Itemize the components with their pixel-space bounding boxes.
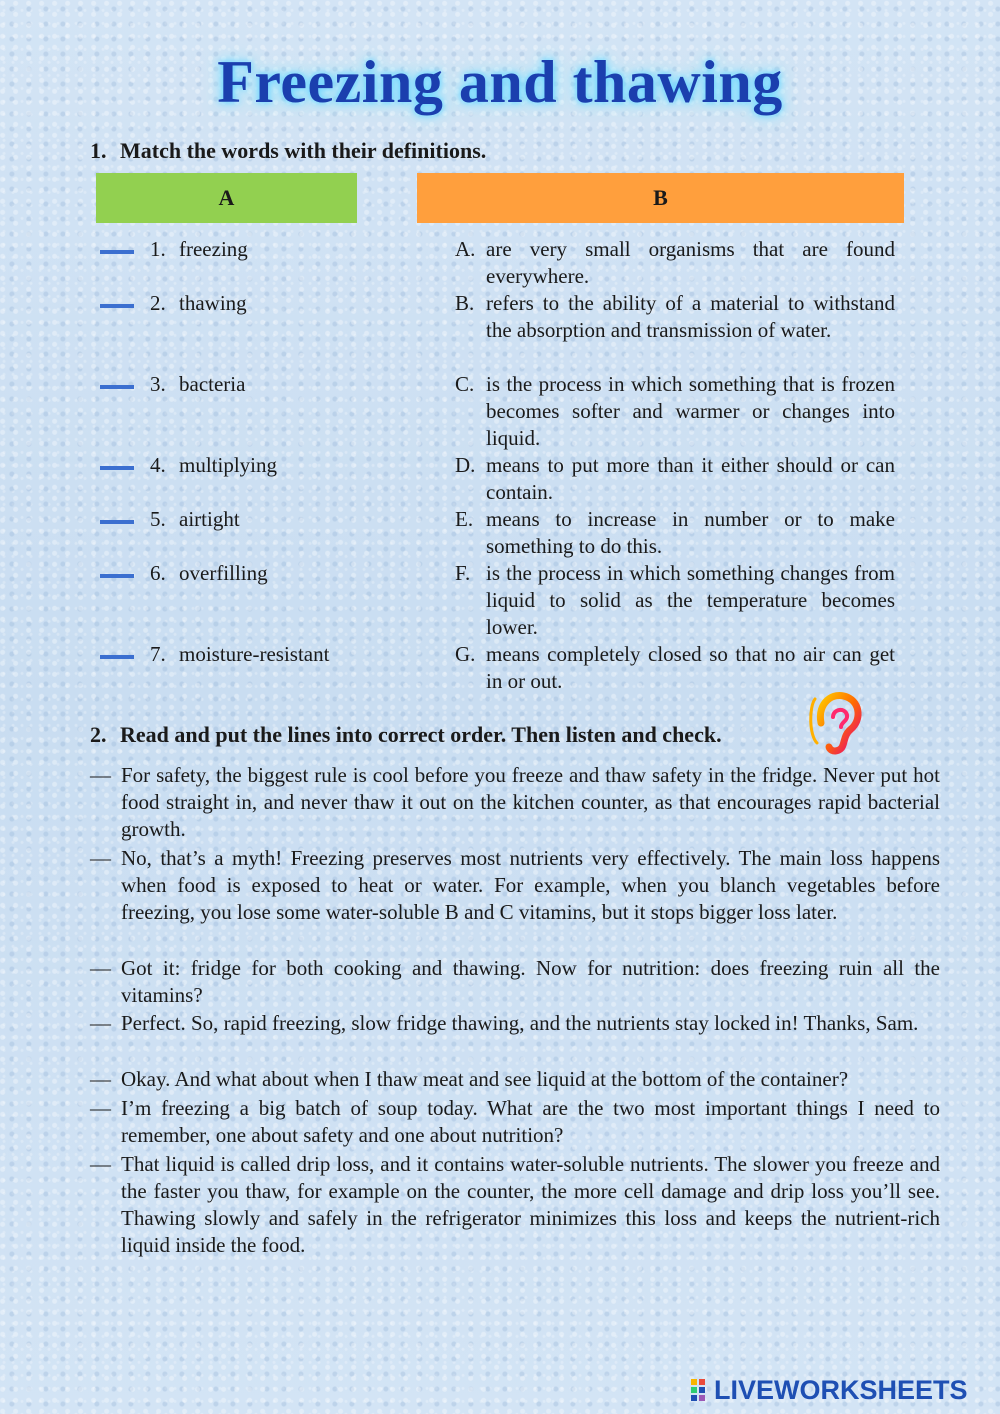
definition-text: means to put more than it either should or can contain.: [486, 453, 895, 504]
word-number: 2.: [150, 291, 166, 315]
dialogue-dash: —: [90, 1011, 111, 1035]
word-text: overfilling: [179, 561, 268, 585]
dialogue-text: No, that’s a myth! Freezing preserves most nutrients very effectively. The main loss happens when food is exposed to heat or water. For example, when you blanch vegetables before freezing, you lose some water-soluble B and C vitamins, but it stops bigger loss later.: [121, 846, 940, 924]
definition-text: means completely closed so that no air can get in or out.: [486, 642, 895, 693]
dialogue-dash: —: [90, 1067, 111, 1091]
dialogue-text: For safety, the biggest rule is cool before you freeze and thaw safety in the fridge. Never put hot food straight in, and never thaw it out on the kitchen counter, as that encourages rapid bacterial growth.: [121, 763, 940, 841]
definition-text: means to increase in number or to make something to do this.: [486, 507, 895, 558]
liveworksheets-wordmark: LIVEWORKSHEETS: [714, 1374, 968, 1405]
word-number: 6.: [150, 561, 166, 585]
word-text: moisture-resistant: [179, 642, 330, 666]
column-b-header: B: [417, 173, 904, 223]
section-1-heading-text: Match the words with their definitions.: [120, 138, 487, 163]
dialogue-text: Perfect. So, rapid freezing, slow fridge thawing, and the nutrients stay locked in! Thanks, Sam.: [121, 1011, 919, 1035]
dialogue-text: Got it: fridge for both cooking and thawing. Now for nutrition: does freezing ruin all the vitamins?: [121, 956, 940, 1007]
dialogue-text: Okay. And what about when I thaw meat and see liquid at the bottom of the container?: [121, 1067, 849, 1091]
dialogue-dash: —: [90, 956, 111, 980]
word-number: 5.: [150, 507, 166, 531]
word-number: 4.: [150, 453, 166, 477]
definition-letter: B.: [455, 291, 475, 315]
dialogue-dash: —: [90, 763, 111, 787]
dialogue-dash: —: [90, 846, 111, 870]
definition-letter: C.: [455, 372, 475, 396]
section-2-heading-text: Read and put the lines into correct order. Then listen and check.: [120, 722, 722, 747]
definition-letter: G.: [455, 642, 476, 666]
answer-blank-5[interactable]: [100, 520, 134, 524]
word-text: airtight: [179, 507, 240, 531]
liveworksheets-brand[interactable]: [690, 1374, 968, 1406]
answer-blank-7[interactable]: [100, 655, 134, 659]
definition-text: are very small organisms that are found everywhere.: [486, 237, 895, 288]
ear-listen-icon[interactable]: [775, 689, 897, 755]
definition-letter: F.: [455, 561, 471, 585]
section-2-number: 2.: [90, 722, 107, 747]
definition-letter: E.: [455, 507, 474, 531]
answer-blank-4[interactable]: [100, 466, 134, 470]
dialogue-dash: —: [90, 1152, 111, 1176]
liveworksheets-logo-icon: [690, 1377, 712, 1403]
definition-text: refers to the ability of a material to withstand the absorption and transmission of water.: [486, 291, 895, 342]
word-number: 3.: [150, 372, 166, 396]
answer-blank-6[interactable]: [100, 574, 134, 578]
definition-letter: D.: [455, 453, 476, 477]
answer-blank-1[interactable]: [100, 250, 134, 254]
definition-text: is the process in which something that is frozen becomes softer and warmer or changes into liquid.: [486, 372, 895, 450]
definition-letter: A.: [455, 237, 476, 261]
section-1-heading: [90, 138, 486, 164]
page-title: Freezing and thawing: [217, 49, 783, 115]
dialogue-dash: —: [90, 1096, 111, 1120]
word-text: freezing: [179, 237, 248, 261]
word-text: thawing: [179, 291, 247, 315]
word-text: multiplying: [179, 453, 278, 477]
column-a-header: A: [96, 173, 357, 223]
dialogue-text: I’m freezing a big batch of soup today. What are the two most important things I need to remember, one about safety and one about nutrition?: [121, 1096, 940, 1147]
dialogue-text: That liquid is called drip loss, and it contains water-soluble nutrients. The slower you freeze and the faster you thaw, for example on the counter, the more cell damage and drip loss you’ll see. Thawing slowly and safely in the refrigerator minimizes this loss and keeps the nutrient-rich liquid inside the food.: [121, 1152, 940, 1257]
answer-blank-2[interactable]: [100, 304, 134, 308]
word-number: 1.: [150, 237, 166, 261]
definition-text: is the process in which something changes from liquid to solid as the temperature becomes lower.: [486, 561, 895, 639]
answer-blank-3[interactable]: [100, 385, 134, 389]
section-1-number: 1.: [90, 138, 107, 163]
word-text: bacteria: [179, 372, 246, 396]
section-2-heading: [90, 722, 722, 748]
word-number: 7.: [150, 642, 166, 666]
